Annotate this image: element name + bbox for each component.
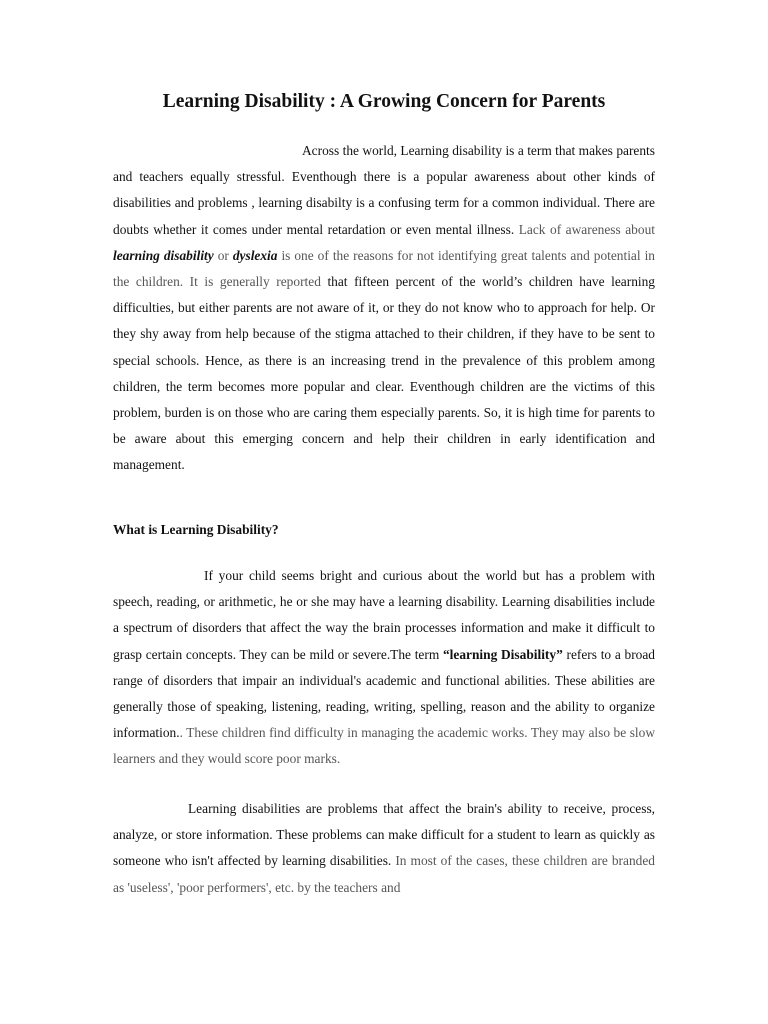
- document-title: Learning Disability : A Growing Concern for Parents: [162, 91, 606, 112]
- definition-text-3: . These children find difficulty in managing the academic works. They may also be slow learners and they would score poor marks.: [113, 725, 655, 767]
- intro-paragraph: [113, 138, 655, 479]
- definition-text-2: refers to a broad range of disorders that impair an individual's academic and functional abilities. These abilities are generally those of speaking, listening, reading, writing, spelling, reason and the ability to organize information.: [113, 646, 656, 741]
- intro-text-2: Lack of awareness about: [514, 221, 655, 237]
- term-learning-disability-quoted: “learning Disability”: [442, 646, 563, 662]
- brain-text-1: Learning disabilities are problems that affect the brain's ability to receive, process, analyze, or store information. These problems can make difficult for a student to learn as quickly as someone who isn't affected by learning disabilities.: [113, 801, 655, 869]
- section-heading: What is Learning Disability?: [113, 522, 279, 537]
- intro-text-3: is one of the reasons for not identifying great talents and potential in the children. It is generally reported: [113, 247, 655, 290]
- intro-text-4: that fifteen percent of the world’s children have learning difficulties, but either parents are not aware of it, or they do not know who to approach for help. Or they shy away from help because of the stigma attached to their children, if they have to be sent to special schools. Hence, as there is an increasing trend in the prevalence of this problem among children, the term becomes more popular and clear. Eventhough children are the victims of this problem, burden is on those who are caring them especially parents. So, it is high time for parents to be aware about this emerging concern and help their children in early identification and management.: [113, 274, 655, 473]
- definition-paragraph: [113, 563, 655, 773]
- brain-text-2: In most of the cases, these children are branded as 'useless', 'poor performers', etc. by the teachers and: [113, 853, 655, 895]
- intro-text-1: Across the world, Learning disability is a term that makes parents and teachers equally stressful. Eventhough there is a popular awareness about other kinds of disabilities and problems , learning disabilty is a confusing term for a common individual. There are doubts whether it comes under mental retardation or even mental illness.: [113, 143, 655, 237]
- term-dyslexia: dyslexia: [232, 247, 278, 263]
- definition-text-1: If your child seems bright and curious about the world but has a problem with speech, reading, or arithmetic, he or she may have a learning disability. Learning disabilities include a spectrum of disorders that affect the way the brain processes information and make it difficult to grasp certain concepts. They can be mild or severe.The term: [113, 568, 655, 662]
- intro-text-or: or: [213, 247, 233, 263]
- term-learning-disability: learning disability: [113, 247, 214, 263]
- brain-paragraph: [113, 796, 655, 901]
